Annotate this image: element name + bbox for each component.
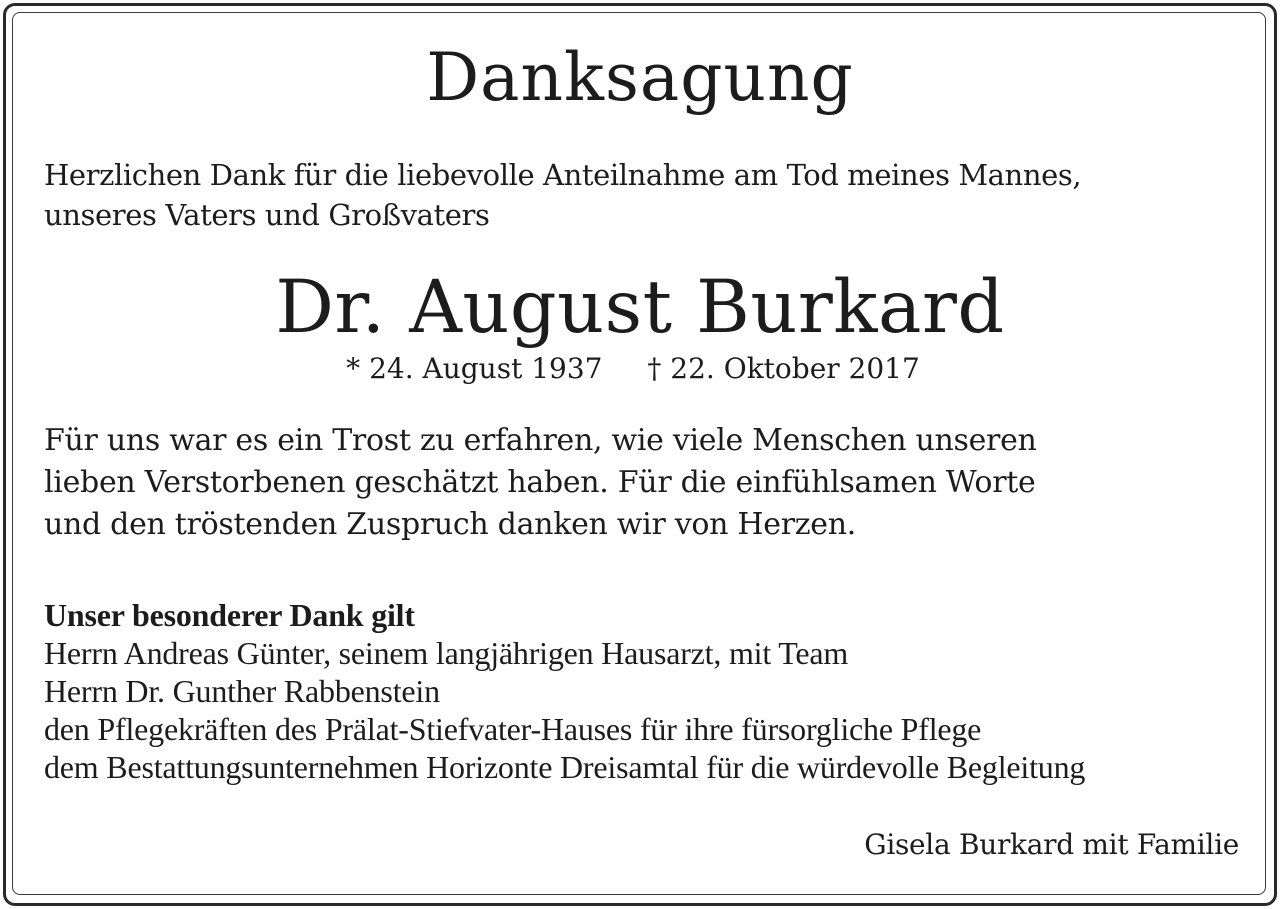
thanks-paragraph: [44, 420, 1254, 546]
life-dates: [0, 350, 1266, 388]
deceased-name: Dr. August Burkard: [275, 265, 1005, 350]
special-thanks-line: den Pflegekräften des Prälat-Stiefvater-Hauses für ihre fürsorgliche Pflege: [44, 711, 982, 747]
intro-line: Herzlichen Dank für die liebevolle Anteilnahme am Tod meines Mannes,: [44, 158, 1082, 192]
special-thanks: [44, 596, 1254, 786]
death-date: † 22. Oktober 2017: [647, 352, 920, 385]
paragraph-line: und den tröstenden Zuspruch danken wir von Herzen.: [44, 507, 856, 542]
paragraph-line: lieben Verstorbenen geschätzt haben. Für die einfühlsamen Worte: [44, 465, 1036, 500]
signature: Gisela Burkard mit Familie: [864, 828, 1239, 861]
birth-date: * 24. August 1937: [346, 352, 603, 385]
special-thanks-line: dem Bestattungsunternehmen Horizonte Dreisamtal für die würdevolle Begleitung: [44, 749, 1086, 785]
intro-text: [44, 155, 1254, 235]
intro-line: unseres Vaters und Großvaters: [44, 198, 490, 232]
special-thanks-line: Herrn Andreas Günter, seinem langjährigen Hausarzt, mit Team: [44, 635, 849, 671]
special-thanks-heading: Unser besonderer Dank gilt: [44, 597, 415, 633]
paragraph-line: Für uns war es ein Trost zu erfahren, wie viele Menschen unseren: [44, 423, 1037, 458]
notice-title: Danksagung: [426, 39, 854, 116]
special-thanks-line: Herrn Dr. Gunther Rabbenstein: [44, 673, 440, 709]
